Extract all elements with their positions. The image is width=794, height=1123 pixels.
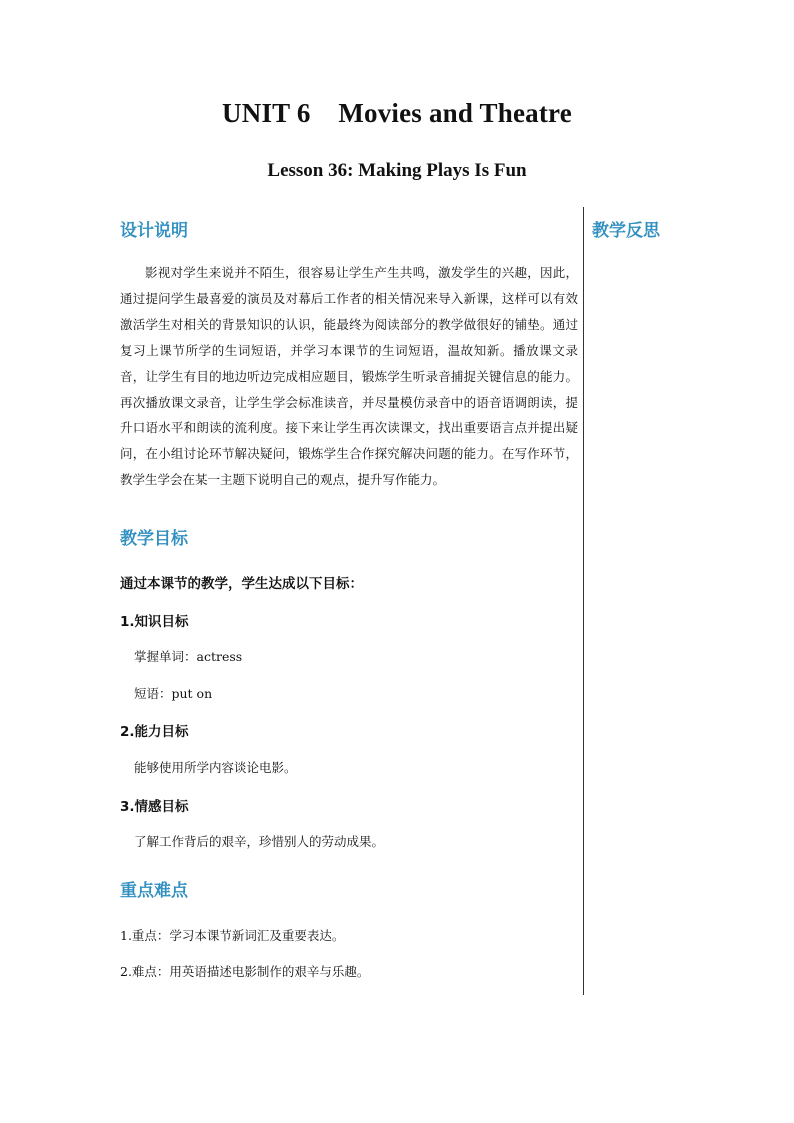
objectives-heading: 教学目标 bbox=[120, 529, 188, 549]
design-paragraph: 影视对学生来说并不陌生，很容易让学生产生共鸣，激发学生的兴趣，因此，通过提问学生最喜爱的演员及对幕后工作者的相关情况来导入新课，这样可以有效激活学生对相关的背景知识的认识，能最终为阅读部分的教学做很好的铺垫。通过复习上课节所学的生词短语，并学习本课节的生词短语，温故知新。播放课文录音，让学生有目的地边听边完成相应题目，锻炼学生听录音捕捉关键信息的能力。再次播放课文录音，让学生学会标准读音，并尽量模仿录音中的语音语调朗读，提升口语水平和朗读的流利度。接下来让学生再次读课文，找出重要语言点并提出疑问，在小组讨论环节解决疑问，锻炼学生合作探究解决问题的能力。在写作环节，教学生学会在某一主题下说明自己的观点，提升写作能力。 bbox=[120, 265, 578, 488]
column-divider bbox=[583, 207, 584, 995]
design-heading: 设计说明 bbox=[120, 221, 188, 241]
reflection-heading: 教学反思 bbox=[592, 221, 660, 241]
key-points-heading: 重点难点 bbox=[120, 881, 188, 901]
ability-heading: 2.能力目标 bbox=[120, 724, 189, 740]
ability-text: 能够使用所学内容谈论电影。 bbox=[134, 760, 297, 775]
key-point-2: 2.难点：用英语描述电影制作的艰辛与乐趣。 bbox=[120, 964, 370, 979]
emotion-text: 了解工作背后的艰辛，珍惜别人的劳动成果。 bbox=[134, 834, 385, 849]
lesson-title: Lesson 36: Making Plays Is Fun bbox=[267, 160, 527, 181]
unit-title: UNIT 6 Movies and Theatre bbox=[222, 98, 572, 128]
key-point-1: 1.重点：学习本课节新词汇及重要表达。 bbox=[120, 928, 345, 943]
vocab-line: 掌握单词：actress bbox=[134, 649, 243, 664]
phrase-line: 短语：put on bbox=[134, 686, 213, 701]
objectives-intro: 通过本课节的教学，学生达成以下目标： bbox=[120, 576, 363, 592]
emotion-heading: 3.情感目标 bbox=[120, 799, 189, 815]
knowledge-heading: 1.知识目标 bbox=[120, 614, 189, 630]
